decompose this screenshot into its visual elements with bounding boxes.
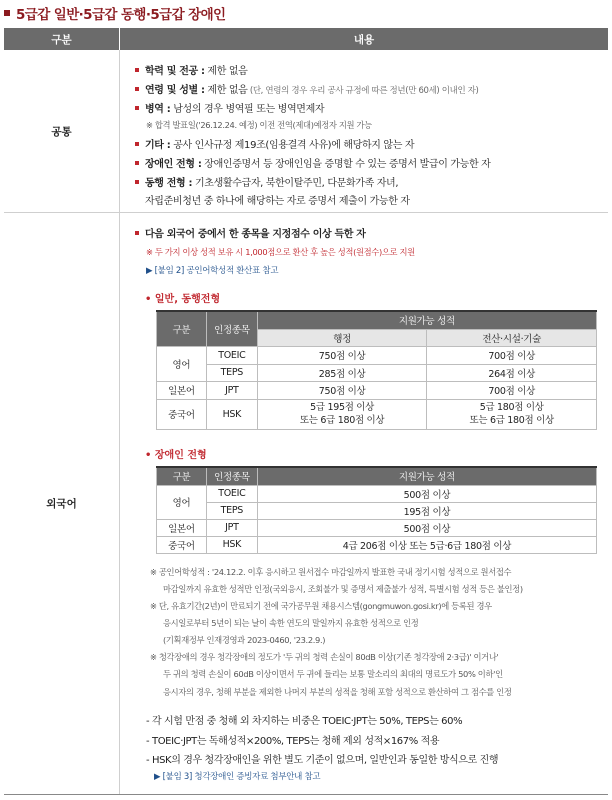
note-language-score-line2: 마감일까지 유효한 성적만 인정(국외응시, 조회불가 및 증명서 제출불가 성적, 특별시험 성적 등은 불인정) bbox=[163, 584, 523, 594]
t1-jpt-admin: 750점 이상 bbox=[257, 381, 427, 399]
t1-hsk-admin-line2: 또는 6급 180점 이상 bbox=[299, 415, 385, 426]
bullet-icon bbox=[135, 87, 139, 91]
title-square-icon bbox=[4, 10, 10, 16]
t2-toeic-score: 500점 이상 bbox=[257, 485, 596, 502]
category-foreign-language: 외국어 bbox=[46, 498, 77, 510]
t1-teps-admin: 285점 이상 bbox=[257, 364, 427, 381]
attachment-2-link[interactable]: ▶ [붙임 2] 공인어학성적 환산표 참고 bbox=[146, 266, 279, 276]
bullet-icon bbox=[135, 142, 139, 146]
table-row bbox=[157, 364, 597, 381]
score-table-general bbox=[156, 310, 597, 430]
military-note: ※ 합격 발표일('26.12.24. 예정) 이전 전역(제대)예정자 지원 가능 bbox=[146, 120, 372, 130]
common-item-other: 기타 : 공사 인사규정 제19조(임용결격 사유)에 해당하지 않는 자 bbox=[135, 136, 414, 151]
note-validity-line1: ※ 단, 유효기간(2년)이 만료되기 전에 국가공무원 채용시스템(gongmuwon.gosi.kr)에 등록된 경우 bbox=[150, 601, 492, 611]
table-row bbox=[157, 536, 597, 553]
dash-item-weight: - 각 시험 만점 중 청해 외 차지하는 비중은 TOEIC·JPT는 50%, TEPS는 60% bbox=[146, 716, 463, 727]
t2-hsk-score: 4급 206점 이상 또는 5급·6급 180점 이상 bbox=[257, 536, 596, 553]
note-hearing-line3: 응시자의 경우, 청해 부분을 제외한 나머지 부분의 성적을 청해 포함 성적으로 환산하여 그 점수를 인정 bbox=[163, 687, 512, 697]
bullet-icon bbox=[135, 161, 139, 165]
t2-test-jpt: JPT bbox=[206, 519, 257, 536]
t1-header-tech: 전산·시설·기술 bbox=[427, 329, 597, 346]
t1-hsk-admin-line1: 5급 195점 이상 bbox=[310, 402, 375, 413]
bullet-icon bbox=[135, 180, 139, 184]
common-item-disabled: 장애인 전형 : 장애인증명서 등 장애인임을 증명할 수 있는 증명서 발급이 가능한 자 bbox=[135, 155, 490, 170]
t1-toeic-tech: 700점 이상 bbox=[427, 346, 597, 364]
score-table-disabled bbox=[156, 466, 597, 554]
column-divider bbox=[119, 50, 120, 794]
t1-hsk-tech-line2: 또는 6급 180점 이상 bbox=[469, 415, 554, 426]
common-item-age-gender: 연령 및 성별 : 제한 없음 (단, 연령의 경우 우리 공사 규정에 따른 정년(만 60세) 이내인 자) bbox=[135, 81, 479, 96]
t1-test-teps: TEPS bbox=[206, 364, 257, 381]
t1-teps-tech: 264점 이상 bbox=[427, 364, 597, 381]
t1-jpt-tech: 700점 이상 bbox=[427, 381, 597, 399]
note-hearing-line2: 두 귀의 청력 손실이 60dB 이상이면서 두 귀에 들리는 보통 말소리의 최대의 명료도가 50% 이하'인 bbox=[163, 669, 503, 679]
t1-hsk-tech bbox=[427, 399, 597, 429]
note-hearing-line1: ※ 청각장애의 경우 청각장애의 정도가 '두 귀의 청력 손실이 80dB 이상(기존 청각장애 2·3급)' 이거나' bbox=[150, 652, 499, 662]
t2-header-category: 구분 bbox=[157, 467, 207, 485]
bullet-icon bbox=[135, 231, 139, 235]
table-row bbox=[157, 502, 597, 519]
subsection-general-companion: • 일반, 동행전형 bbox=[145, 294, 221, 305]
t1-toeic-admin: 750점 이상 bbox=[257, 346, 427, 364]
t2-teps-score: 195점 이상 bbox=[257, 502, 596, 519]
t1-lang-japanese: 일본어 bbox=[157, 381, 207, 399]
t2-test-teps: TEPS bbox=[206, 502, 257, 519]
foreign-main-bullet: 다음 외국어 중에서 한 종목을 지정점수 이상 득한 자 bbox=[135, 225, 366, 240]
subsection-disabled: • 장애인 전형 bbox=[145, 450, 207, 461]
common-item-companion-continued: 자립준비청년 중 하나에 해당하는 자로 증명서 제출이 가능한 자 bbox=[145, 196, 410, 207]
t2-lang-japanese: 일본어 bbox=[157, 519, 207, 536]
t1-header-admin: 행정 bbox=[257, 329, 427, 346]
t1-lang-chinese: 중국어 bbox=[157, 399, 207, 429]
t1-test-toeic: TOEIC bbox=[206, 346, 257, 364]
dash-item-hsk: - HSK의 경우 청각장애인을 위한 별도 기준이 없으며, 일반인과 동일한 방식으로 진행 bbox=[146, 755, 499, 766]
common-item-education: 학력 및 전공 : 제한 없음 bbox=[135, 62, 248, 77]
page-title bbox=[4, 2, 225, 24]
table-row bbox=[157, 381, 597, 399]
attachment-3-link[interactable]: ▶ [붙임 3] 청각장애인 증빙자료 첨부안내 참고 bbox=[154, 772, 321, 782]
t2-lang-english: 영어 bbox=[157, 485, 207, 519]
t2-lang-chinese: 중국어 bbox=[157, 536, 207, 553]
note-validity-line3: (기획재정부 인재경영과 2023-0460, '23.2.9.) bbox=[163, 635, 326, 645]
bullet-icon bbox=[135, 106, 139, 110]
t1-test-hsk: HSK bbox=[206, 399, 257, 429]
note-language-score-line1: ※ 공인어학성적 : '24.12.2. 이후 응시하고 원서접수 마감일까지 발표한 국내 정기시험 성적으로 원서접수 bbox=[150, 567, 512, 577]
t2-header-score: 지원가능 성적 bbox=[257, 467, 596, 485]
t1-hsk-tech-line1: 5급 180점 이상 bbox=[479, 402, 544, 413]
t1-header-category: 구분 bbox=[157, 311, 207, 346]
t1-hsk-admin bbox=[257, 399, 427, 429]
note-validity-line2: 응시일로부터 5년이 되는 날이 속한 연도의 말일까지 유효한 성적으로 인정 bbox=[163, 618, 419, 628]
table-row bbox=[157, 346, 597, 364]
t2-header-test-type: 인정종목 bbox=[206, 467, 257, 485]
common-item-companion: 동행 전형 : 기초생활수급자, 북한이탈주민, 다문화가족 자녀, bbox=[135, 174, 398, 189]
header-category: 구분 bbox=[4, 28, 119, 50]
t1-header-test-type: 인정종목 bbox=[206, 311, 257, 346]
bullet-icon bbox=[135, 68, 139, 72]
row-divider bbox=[4, 212, 608, 213]
table-row bbox=[157, 399, 597, 429]
header-content: 내용 bbox=[120, 28, 608, 50]
table-bottom-border bbox=[4, 794, 608, 795]
table-row bbox=[157, 519, 597, 536]
t1-test-jpt: JPT bbox=[206, 381, 257, 399]
t2-test-hsk: HSK bbox=[206, 536, 257, 553]
common-item-military: 병역 : 남성의 경우 병역필 또는 병역면제자 bbox=[135, 100, 324, 115]
t1-header-score: 지원가능 성적 bbox=[257, 311, 596, 329]
page-title-text: 5급갑 일반·5급갑 동행·5급갑 장애인 bbox=[16, 7, 226, 23]
t2-jpt-score: 500점 이상 bbox=[257, 519, 596, 536]
t1-lang-english: 영어 bbox=[157, 346, 207, 381]
table-row bbox=[157, 485, 597, 502]
t2-test-toeic: TOEIC bbox=[206, 485, 257, 502]
category-common: 공통 bbox=[51, 126, 72, 138]
dash-item-conversion: - TOEIC·JPT는 독해성적×200%, TEPS는 청해 제외 성적×167% 적용 bbox=[146, 736, 440, 747]
foreign-red-note: ※ 두 가지 이상 성적 보유 시 1,000점으로 환산 후 높은 성적(원점수)으로 지원 bbox=[146, 247, 415, 257]
